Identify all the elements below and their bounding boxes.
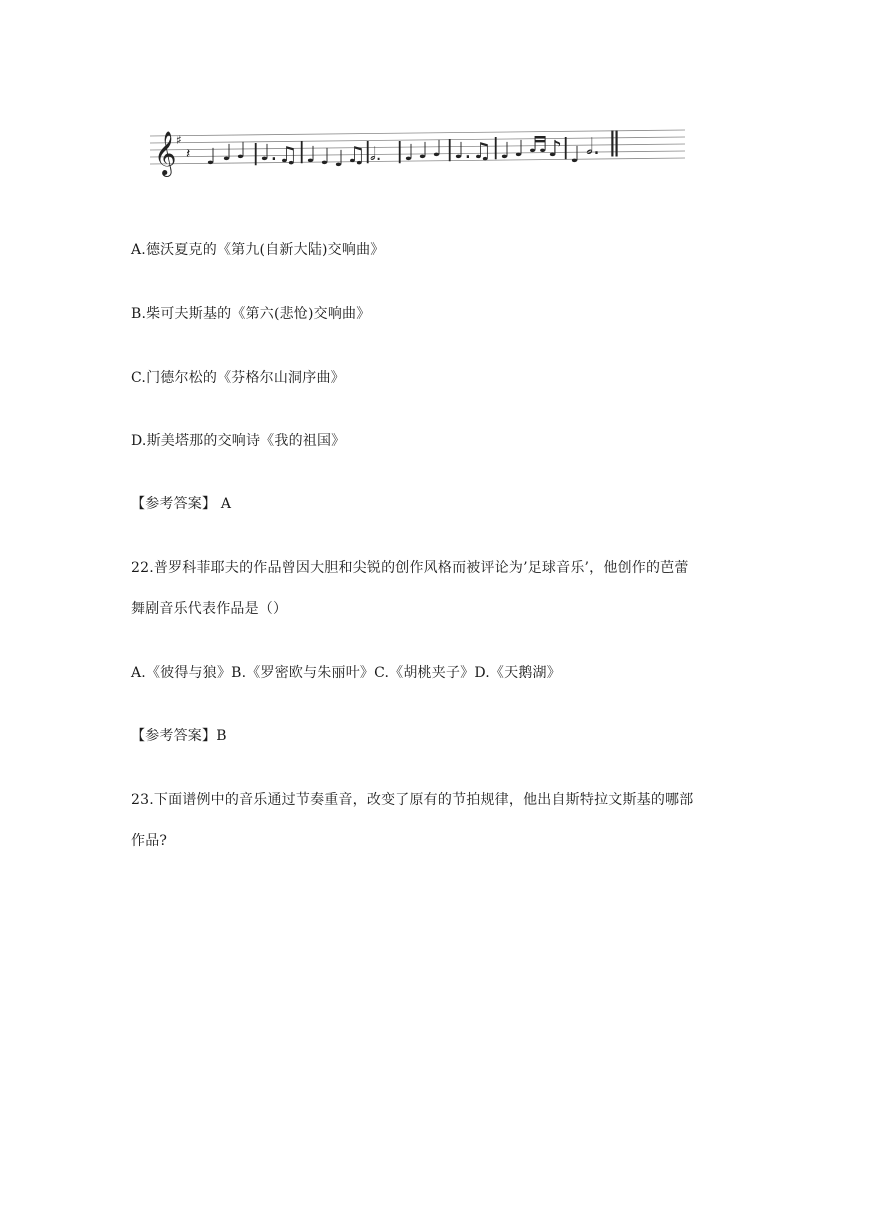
svg-text:𝄞: 𝄞 [154, 131, 177, 175]
music-score-excerpt [150, 118, 690, 184]
option-b: B.柴可夫斯基的《第六(悲怆)交响曲》 [131, 306, 371, 322]
svg-text:♩.: ♩. [260, 141, 278, 166]
svg-text:♩: ♩ [334, 147, 345, 172]
svg-text:♫: ♫ [346, 143, 366, 168]
svg-text:♪: ♪ [548, 137, 563, 162]
svg-text:♬: ♬ [528, 133, 548, 158]
question-22-options: A.《彼得与狼》B.《罗密欧与朱丽叶》C.《胡桃夹子》D.《天鹅湖》 [131, 665, 561, 681]
question-22-line-2: 舞剧音乐代表作品是（） [131, 601, 288, 617]
svg-text:‖: ‖ [608, 127, 621, 157]
svg-text:♫: ♫ [278, 143, 298, 168]
svg-text:♩: ♩ [206, 145, 217, 170]
svg-text:♩: ♩ [236, 139, 247, 164]
question-23-line-1: 23.下面谱例中的音乐通过节奏重音，改变了原有的节拍规律，他出自斯特拉文斯基的哪部 [131, 792, 694, 808]
svg-text:𝄽: 𝄽 [186, 146, 191, 162]
svg-text:|: | [364, 139, 372, 164]
svg-text:|: | [298, 139, 306, 164]
svg-text:|: | [446, 137, 454, 162]
svg-text:|: | [562, 135, 570, 160]
svg-text:♩: ♩ [404, 141, 415, 166]
question-23-line-2: 作品? [131, 833, 168, 849]
svg-text:♩: ♩ [432, 137, 443, 162]
svg-text:|: | [492, 135, 500, 160]
svg-text:♩: ♩ [418, 139, 429, 164]
option-a: A.德沃夏克的《第九(自新大陆)交响曲》 [131, 242, 385, 258]
svg-text:|: | [252, 141, 260, 166]
answer-q22: 【参考答案】B [131, 728, 227, 744]
svg-text:♩: ♩ [570, 143, 581, 168]
svg-text:|: | [396, 139, 404, 164]
svg-text:𝅗𝅥.: 𝅗𝅥. [586, 135, 600, 160]
svg-text:♩.: ♩. [454, 139, 472, 164]
question-22-line-1: 22.普罗科菲耶夫的作品曾因大胆和尖锐的创作风格而被评论为’足球音乐’，他创作的芭蕾 [131, 560, 689, 576]
svg-text:♩: ♩ [222, 141, 233, 166]
option-c: C.门德尔松的《芬格尔山洞序曲》 [131, 370, 345, 386]
svg-text:♩: ♩ [306, 143, 317, 168]
svg-text:𝅗𝅥.: 𝅗𝅥. [370, 144, 382, 165]
svg-text:♫: ♫ [472, 139, 492, 164]
option-d: D.斯美塔那的交响诗《我的祖国》 [131, 433, 346, 449]
svg-text:♩: ♩ [500, 139, 511, 164]
answer-q21: 【参考答案】 A [131, 496, 232, 512]
svg-text:♩: ♩ [514, 137, 525, 162]
svg-text:♩: ♩ [320, 145, 331, 170]
svg-text:♯: ♯ [176, 133, 182, 147]
